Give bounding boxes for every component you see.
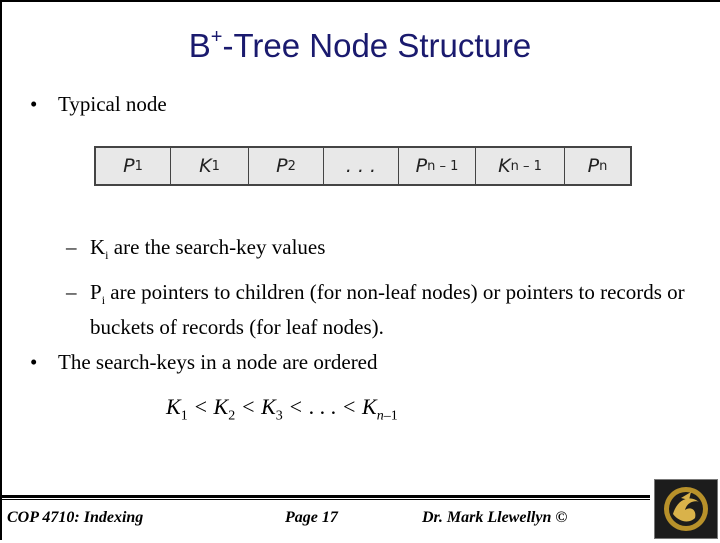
bullet-search-keys-ordered: • The search-keys in a node are ordered [30, 350, 378, 374]
node-cell-pn-1: P n – 1 [399, 148, 476, 184]
footer-course: COP 4710: Indexing [7, 509, 144, 526]
footer-page-number: Page 17 [285, 509, 338, 526]
node-cell-kn-1: K n – 1 [476, 148, 565, 184]
sub-bullet-keys: – $K_i$ are the search-key values [66, 235, 326, 263]
node-cell-pn: P n [587, 155, 608, 177]
ucf-pegasus-logo-icon [654, 479, 718, 539]
footer-divider-thin [0, 499, 650, 500]
ordering-formula: $K_1 < K_2 < K_3$ < . . . < $K_{n-1}$ [166, 394, 398, 424]
footer-divider [0, 495, 650, 498]
node-cell-k1: K 1 [171, 148, 249, 184]
dash-marker: – [66, 235, 77, 259]
sub-bullet-pointers: – $P_i$ are pointers to children (for non-leaf nodes) or pointers to records or buckets of records (for leaf nodes). [66, 280, 685, 340]
slide-title: B+-Tree Node Structure [188, 26, 532, 64]
footer-author: Dr. Mark Llewellyn © [422, 509, 568, 526]
bullet-typical-node: • Typical node [30, 92, 167, 116]
node-cell-p2: P 2 [249, 148, 324, 184]
node-structure-diagram [94, 146, 632, 186]
bullet-dot: • [30, 92, 38, 116]
dash-marker: – [66, 280, 77, 304]
node-cell-ellipsis: . . . [324, 148, 399, 184]
node-cell-p1: P 1 [96, 148, 171, 184]
bullet-dot: • [30, 350, 38, 374]
